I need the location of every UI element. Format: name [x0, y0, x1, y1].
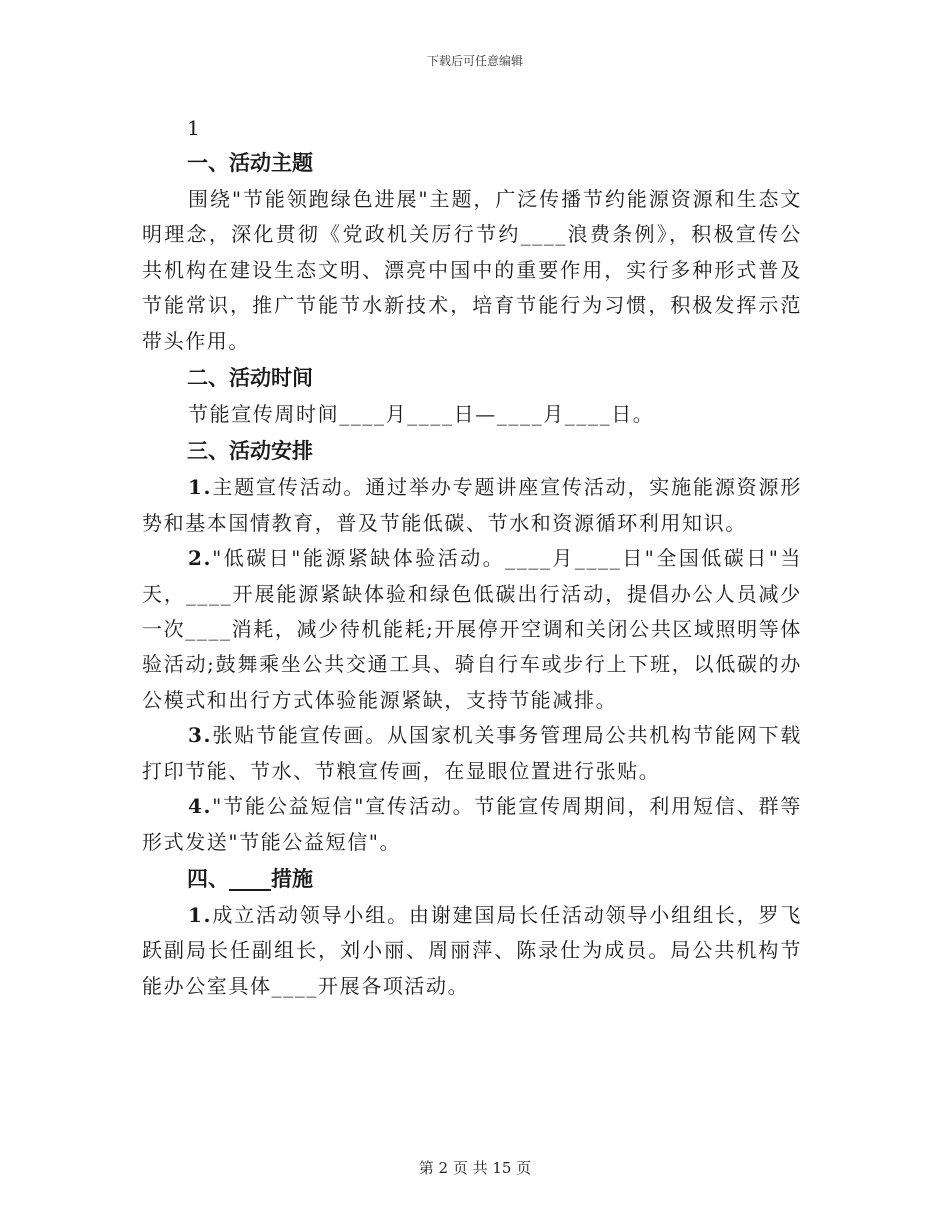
item-text: 主题宣传活动。通过举办专题讲座宣传活动，实施能源资源形势和基本国情教育，普及节能低碳、节水和资源循环利用知识。	[142, 475, 802, 535]
list-item	[142, 718, 802, 789]
item-number: 1.	[188, 902, 213, 927]
page-header: 下载后可任意编辑	[426, 54, 523, 68]
paragraph-theme: 围绕"节能领跑绿色进展"主题，广泛传播节约能源资源和生态文明理念，深化贯彻《党政机关厉行节约____浪费条例》，积极宣传公共机构在建设生态文明、漂亮中国中的重要作用，实行多种形式普及节能常识，推广节能节水新技术，培育节能行为习惯，积极发挥示范带头作用。	[142, 187, 802, 353]
section-heading-theme: 一、活动主题	[187, 151, 313, 175]
list-item	[142, 898, 802, 1004]
list-item	[142, 470, 802, 541]
page-marker: 1	[187, 116, 200, 140]
list-item	[142, 541, 802, 718]
item-text: 张贴节能宣传画。从国家机关事务管理局公共机构节能网下载打印节能、节水、节粮宣传画，在显眼位置进行张贴。	[142, 723, 802, 783]
item-number: 1.	[188, 475, 213, 500]
section-heading-time: 二、活动时间	[187, 366, 313, 391]
item-number: 2.	[188, 546, 213, 571]
section-heading-measures: 四、____措施	[187, 866, 313, 891]
section-heading-arrangement: 三、活动安排	[187, 439, 313, 464]
item-text: "节能公益短信"宣传活动。节能宣传周期间，利用短信、群等形式发送"节能公益短信"。	[142, 794, 802, 854]
item-text: 成立活动领导小组。由谢建国局长任活动领导小组组长，罗飞跃副局长任副组长，刘小丽、周丽萍、陈录仕为成员。局公共机构节能办公室具体____开展各项活动。	[142, 902, 802, 998]
page-footer: 第 2 页 共 15 页	[418, 1159, 532, 1177]
item-number: 4.	[188, 794, 213, 819]
list-item	[142, 789, 802, 860]
item-number: 3.	[188, 723, 213, 748]
document-body	[142, 112, 802, 1004]
item-text: "低碳日"能源紧缺体验活动。____月____日"全国低碳日"当天，____开展能源紧缺体验和绿色低碳出行活动，提倡办公人员减少一次____消耗，减少待机能耗;开展停开空调和关闭公共区域照明等体验活动;鼓舞乘坐公共交通工具、骑自行车或步行上下班，以低碳的办公模式和出行方式体验能源紧缺，支持节能减排。	[142, 546, 802, 712]
paragraph-time: 节能宣传周时间____月____日—____月____日。	[188, 402, 655, 427]
